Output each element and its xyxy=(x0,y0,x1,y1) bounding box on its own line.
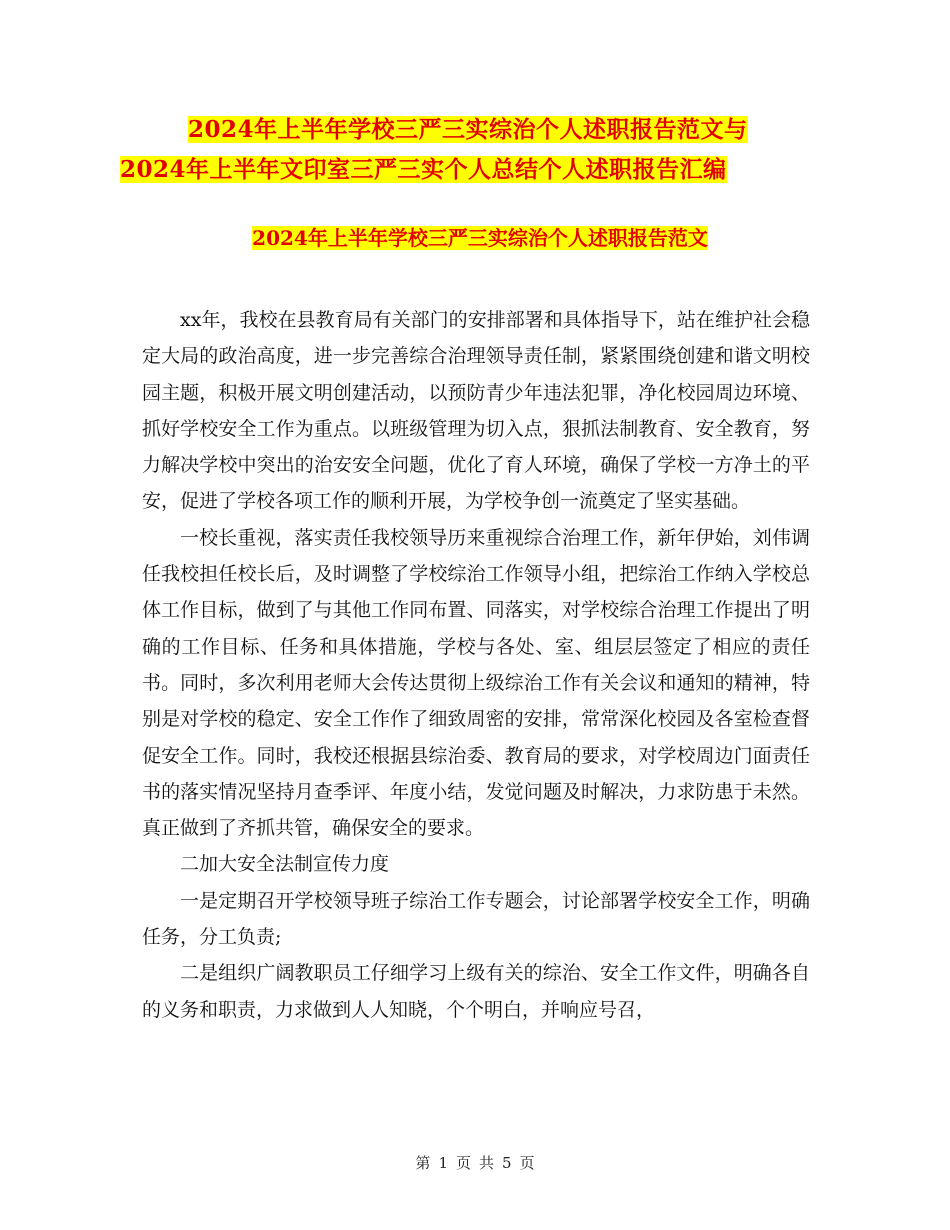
page-footer xyxy=(0,1152,950,1173)
paragraph-3-heading: 二加大安全法制宣传力度 xyxy=(180,853,390,876)
footer-mid: 页 xyxy=(455,1154,471,1172)
title-line-1 xyxy=(120,110,840,150)
section-title-text: 2024年上半年学校三严三实综治个人述职报告范文 xyxy=(252,226,708,250)
paragraph-2: 一校长重视，落实责任我校领导历来重视综合治理工作，新年伊始，刘伟调任我校担任校长后，及时调整了学校综治工作领导小组，把综治工作纳入学校总体工作目标，做到了与其他工作同布置、同落实，对学校综合治理工作提出了明确的工作目标、任务和具体措施，学校与各处、室、组层层签定了相应的责任书。同时，多次利用老师大会传达贯彻上级综治工作有关会议和通知的精神，特别是对学校的稳定、安全工作作了细致周密的安排，常常深化校园及各室检查督促安全工作。同时，我校还根据县综治委、教育局的要求，对学校周边门面责任书的落实情况坚持月查季评、年度小结，发觉问题及时解决，力求防患于未然。真正做到了齐抓共管，确保安全的要求。 xyxy=(142,526,810,840)
title-line-2-text: 2024年上半年文印室三严三实个人总结个人述职报告汇编 xyxy=(120,156,727,183)
document-body xyxy=(142,302,810,1028)
paragraph-5: 二是组织广阔教职员工仔细学习上级有关的综治、安全工作文件，明确各自的义务和职责，力求做到人人知晓，个个明白，并响应号召， xyxy=(142,962,810,1021)
title-line-2 xyxy=(120,150,840,190)
footer-total-prefix: 共 xyxy=(479,1154,495,1172)
paragraph-4: 一是定期召开学校领导班子综治工作专题会，讨论部署学校安全工作，明确任务，分工负责; xyxy=(142,889,810,949)
document-title xyxy=(120,110,840,190)
paragraph-1: xx年，我校在县教育局有关部门的安排部署和具体指导下，站在维护社会稳定大局的政治高度，进一步完善综合治理领导责任制，紧紧围绕创建和谐文明校园主题，积极开展文明创建活动，以预防青少年违法犯罪，净化校园周边环境、抓好学校安全工作为重点。以班级管理为切入点，狠抓法制教育、安全教育，努力解决学校中突出的治安安全问题，优化了育人环境，确保了学校一方净土的平安，促进了学校各项工作的顺利开展，为学校争创一流奠定了坚实基础。 xyxy=(142,309,810,513)
footer-total-pages: 5 xyxy=(502,1154,512,1172)
section-title xyxy=(120,222,840,254)
title-line-1-text: 2024年上半年学校三严三实综治个人述职报告范文与 xyxy=(188,116,748,143)
footer-current-page: 1 xyxy=(438,1154,448,1172)
footer-suffix: 页 xyxy=(519,1154,535,1172)
footer-prefix: 第 xyxy=(415,1154,431,1172)
